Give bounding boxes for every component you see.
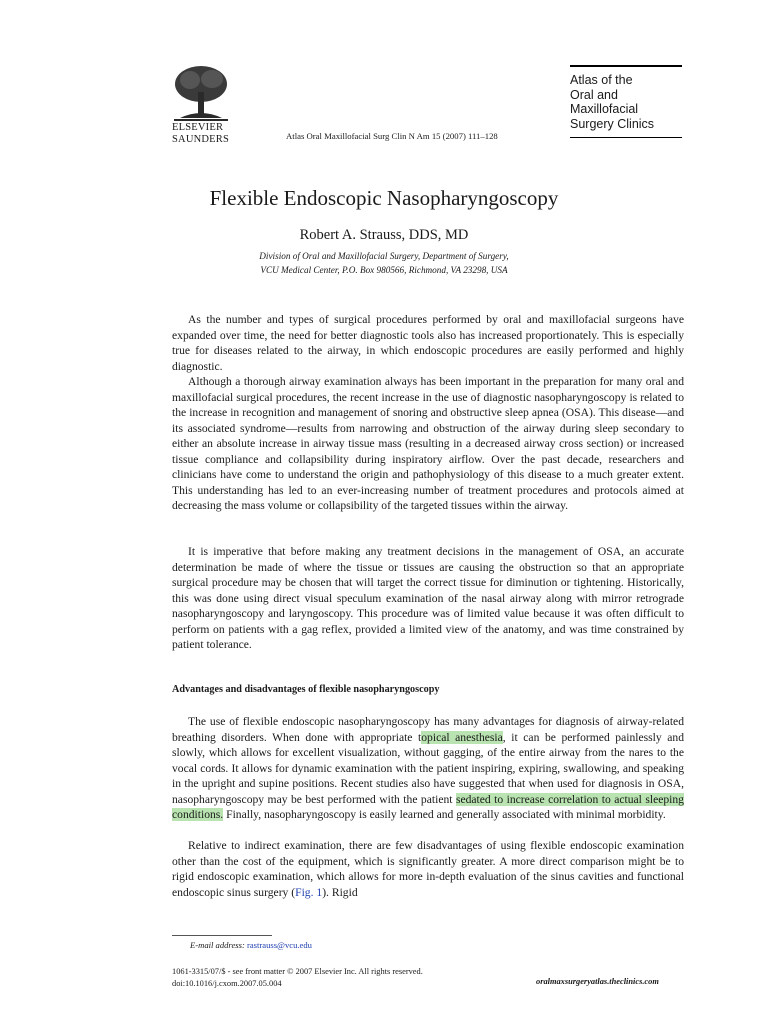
email-label: E-mail address:: [190, 940, 245, 950]
paragraph-advantages: [172, 714, 684, 823]
affiliation-line-2: VCU Medical Center, P.O. Box 980566, Richmond, VA 23298, USA: [260, 265, 508, 275]
paragraph-text: Relative to indirect examination, there are few disadvantages of using flexible endoscopic examination other than the cost of the equipment, which is significantly greater. A more direct comparison might be to rigid endoscopic examination, which allows for more in-depth evaluation of the sinus cavities and functional endoscopic sinus surgery (: [172, 839, 684, 899]
copyright-block: [172, 966, 423, 990]
article-title: Flexible Endoscopic Nasopharyngoscopy: [209, 186, 559, 210]
journal-box-rule: [570, 137, 682, 138]
highlight-sedated: sedated to increase correlation to actual sleeping conditions.: [172, 792, 684, 822]
journal-title-box: [570, 65, 682, 131]
paragraph-disadvantages: [172, 838, 684, 900]
elsevier-tree-logo: [170, 62, 232, 124]
paragraph-text: , it can be performed painlessly and slowly, which allows for excellent visualization, without gagging, of the entire airway from the nares to the vocal cords. It allows for dynamic examination with the patient inspiring, expiring, swallowing, and speaking in the upright and supine positions. Recent studies also have suggested that when used for diagnosis in OSA, nasopharyngoscopy may be best performed with the patient: [172, 730, 684, 806]
footnote-email: [190, 940, 312, 950]
affiliation-line-1: Division of Oral and Maxillofacial Surgery, Department of Surgery,: [259, 251, 509, 261]
email-link[interactable]: rastrauss@vcu.edu: [246, 940, 312, 950]
journal-website: oralmaxsurgeryatlas.theclinics.com: [536, 977, 659, 986]
journal-title: [570, 73, 682, 131]
paragraph-text: The use of flexible endoscopic nasopharyngoscopy has many advantages for diagnosis of airway-related breathing disorders. When done with appropriate t: [172, 715, 684, 744]
author-name: Robert A. Strauss, DDS, MD: [299, 227, 469, 243]
paragraph-osa-background: Although a thorough airway examination always has been important in the preparation for many oral and maxillofacial surgical procedures, the recent increase in the use of diagnostic nasopharyngoscopy is related to the increase in recognition and management of snoring and obstructive sleep apnea (OSA). This disease—and its associated syndrome—results from narrowing and obstruction of the airway during sleep secondary to either an absolute increase in airway tissue mass (resulting in a decreased airway cross section) or increased tissue compliance and collapsibility during inspiratory airflow. Over the past decade, researchers and clinicians have come to understand the origin and pathophysiology of this disease to a much greater extent. This understanding has led to an ever-increasing number of treatment procedures and protocols aimed at decreasing the mass volume or collapsibility of the targeted tissues within the airway.: [172, 375, 684, 513]
section-heading: Advantages and disadvantages of flexible nasopharyngoscopy: [172, 684, 440, 695]
journal-citation: Atlas Oral Maxillofacial Surg Clin N Am 15 (2007) 111–128: [286, 131, 498, 141]
publisher-name: [172, 122, 242, 146]
journal-title-line-2: Oral and: [570, 87, 618, 102]
publisher-line-2: SAUNDERS: [172, 134, 230, 145]
publisher-line-1: ELSEVIER: [172, 122, 224, 133]
journal-title-line-1: Atlas of the: [570, 73, 633, 87]
figure-reference-link[interactable]: Fig. 1: [295, 885, 323, 899]
paragraph-intro: As the number and types of surgical procedures performed by oral and maxillofacial surgeons have expanded over time, the need for better diagnostic tools also has increased proportionately. This is especially true for diseases related to the airway, in which endoscopic procedures are easily performed and highly diagnostic.: [172, 313, 684, 373]
footnote-divider: [172, 935, 272, 936]
paragraph-historical-methods: It is imperative that before making any treatment decisions in the management of OSA, an accurate determination be made of where the tissue or tissues are causing the obstruction so that an appropriate surgical procedure may be chosen that will target the correct tissue for diminution or tightening. Historically, this was done using direct visual speculum examination of the nasal airway along with mirror retrograde nasopharyngoscopy and laryngoscopy. This procedure was of limited value because it was often difficult to perform on patients with a gag reflex, provided a limited view of the anatomy, and was time constrained by patient tolerance.: [172, 545, 684, 652]
journal-title-line-4: Surgery Clinics: [570, 116, 655, 131]
paragraph-text: Finally, nasopharyngoscopy is easily learned and generally associated with minimal morbidity.: [223, 808, 666, 822]
doi-line: doi:10.1016/j.cxom.2007.05.004: [172, 979, 282, 988]
highlight-topical-anesthesia: opical anesthesia: [421, 730, 503, 744]
issn-line: 1061-3315/07/$ - see front matter © 2007 Elsevier Inc. All rights reserved.: [172, 967, 423, 976]
journal-title-line-3: Maxillofacial: [570, 102, 639, 116]
paragraph-text: ). Rigid: [322, 885, 358, 899]
